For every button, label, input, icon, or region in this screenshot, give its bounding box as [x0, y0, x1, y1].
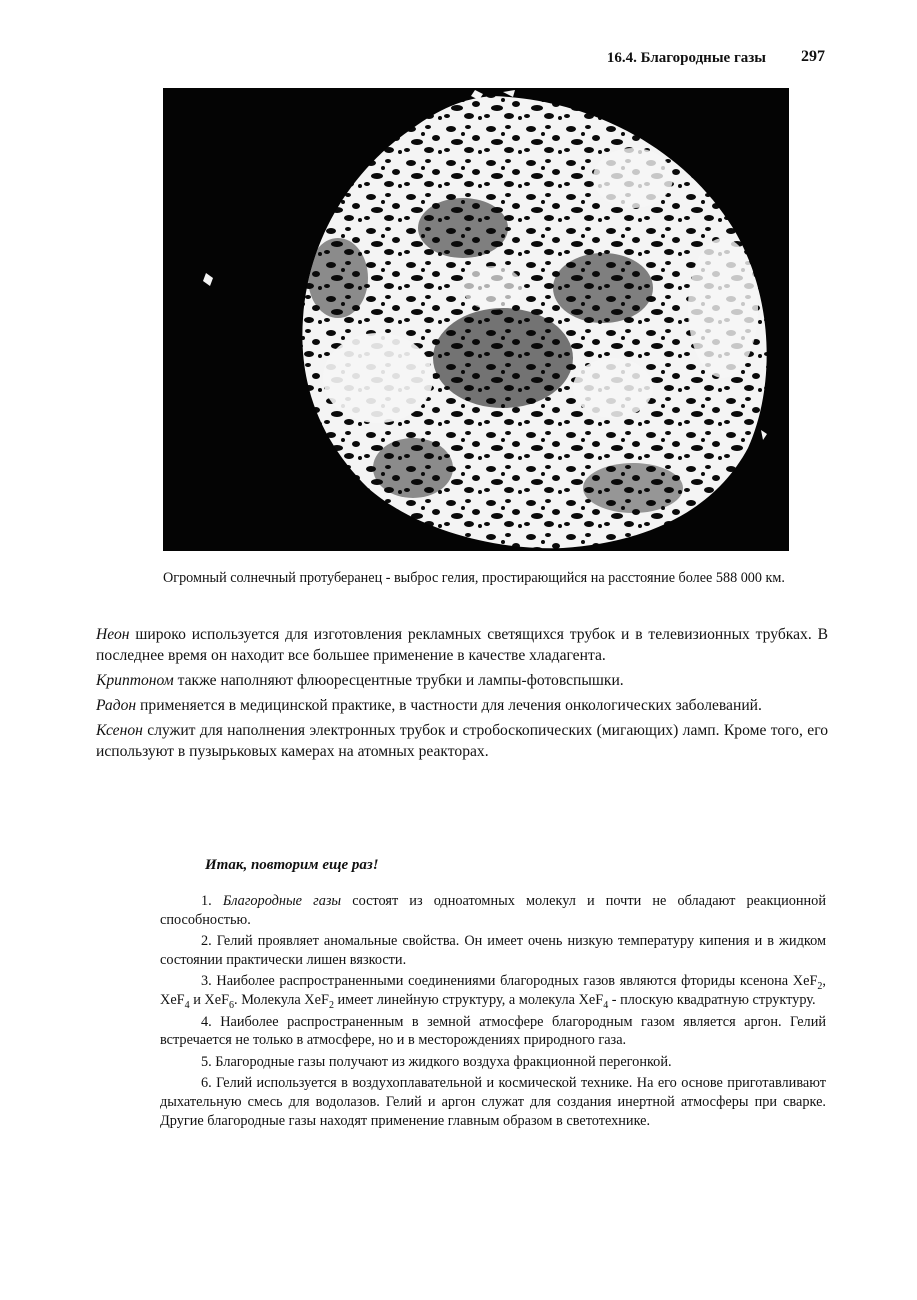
paragraph-neon: [96, 624, 828, 666]
term-krypton: Криптоном: [96, 672, 174, 689]
item-text: , XeF: [160, 973, 826, 1008]
paragraph-xenon: [96, 720, 828, 762]
text-radon: применяется в медицинской практике, в частности для лечения онкологических заболеваний.: [136, 697, 762, 714]
term-noble-gases: Благородные газы: [222, 893, 342, 909]
figure-caption: Огромный солнечный протуберанец - выброс гелия, простирающийся на расстояние более 588 000 км.: [163, 570, 785, 586]
summary-list: [160, 892, 826, 1133]
item-text: состоят из одноатомных молекул и почти не обладают реакционной способностью.: [160, 893, 826, 928]
summary-item-2: 2. Гелий проявляет аномальные свойства. Он имеет очень низкую температуру кипения и в жидком состоянии практически лишен вязкости.: [160, 933, 826, 968]
solar-prominence-photo: [163, 88, 789, 551]
summary-item-5: 5. Благородные газы получают из жидкого воздуха фракционной перегонкой.: [201, 1053, 672, 1070]
term-xenon: Ксенон: [96, 722, 143, 739]
page-number: 297: [801, 48, 825, 65]
subscript: 4: [184, 999, 190, 1011]
item-text: . Молекула XeF: [234, 991, 329, 1008]
subscript: 2: [328, 999, 334, 1011]
paragraph-krypton: [96, 670, 828, 691]
main-text: [96, 624, 828, 766]
summary-item-3: [160, 972, 826, 1009]
item-text: и XeF: [189, 991, 230, 1008]
subscript: 2: [817, 981, 823, 993]
item-number: 1.: [201, 893, 212, 909]
sun-image: [163, 88, 789, 551]
summary-item-1: [160, 892, 826, 929]
section-title: 16.4. Благородные газы: [606, 50, 766, 66]
text-krypton: также наполняют флюоресцентные трубки и лампы-фотовспышки.: [173, 672, 624, 689]
text-neon: широко используется для изготовления рекламных светящихся трубок и в телевизионных трубках. В последнее время он находит все большее применение в качестве хладагента.: [96, 626, 828, 664]
term-neon: Неон: [96, 626, 130, 643]
summary-item-4: 4. Наиболее распространенным в земной атмосфере благородным газом является аргон. Гелий встречается не только в атмосфере, но и в месторождениях природного газа.: [160, 1013, 826, 1049]
term-radon: Радон: [96, 697, 137, 714]
subscript: 6: [229, 999, 235, 1011]
text-xenon: служит для наполнения электронных трубок и стробоскопических (мигающих) ламп. Кроме того, его используют в пузырьковых камерах на атомных реакторах.: [96, 722, 828, 760]
subscript: 4: [603, 999, 609, 1011]
summary-item-6: 6. Гелий используется в воздухоплавательной и космической технике. На его основе приготавливают дыхательную смесь для водолазов. Гелий и аргон служат для создания инертной атмосферы при сварке. Другие благородные газы находят применение главным образом в светотехнике.: [160, 1075, 826, 1129]
paragraph-radon: [96, 695, 828, 716]
item-text: имеет линейную структуру, а молекула XeF: [333, 991, 604, 1008]
item-text: 3. Наиболее распространенными соединениями благородных газов являются фториды ксенона XeF: [201, 973, 818, 990]
running-header: [160, 48, 828, 70]
item-text: - плоскую квадратную структуру.: [608, 991, 816, 1008]
summary-title: Итак, повторим еще раз!: [205, 857, 379, 873]
